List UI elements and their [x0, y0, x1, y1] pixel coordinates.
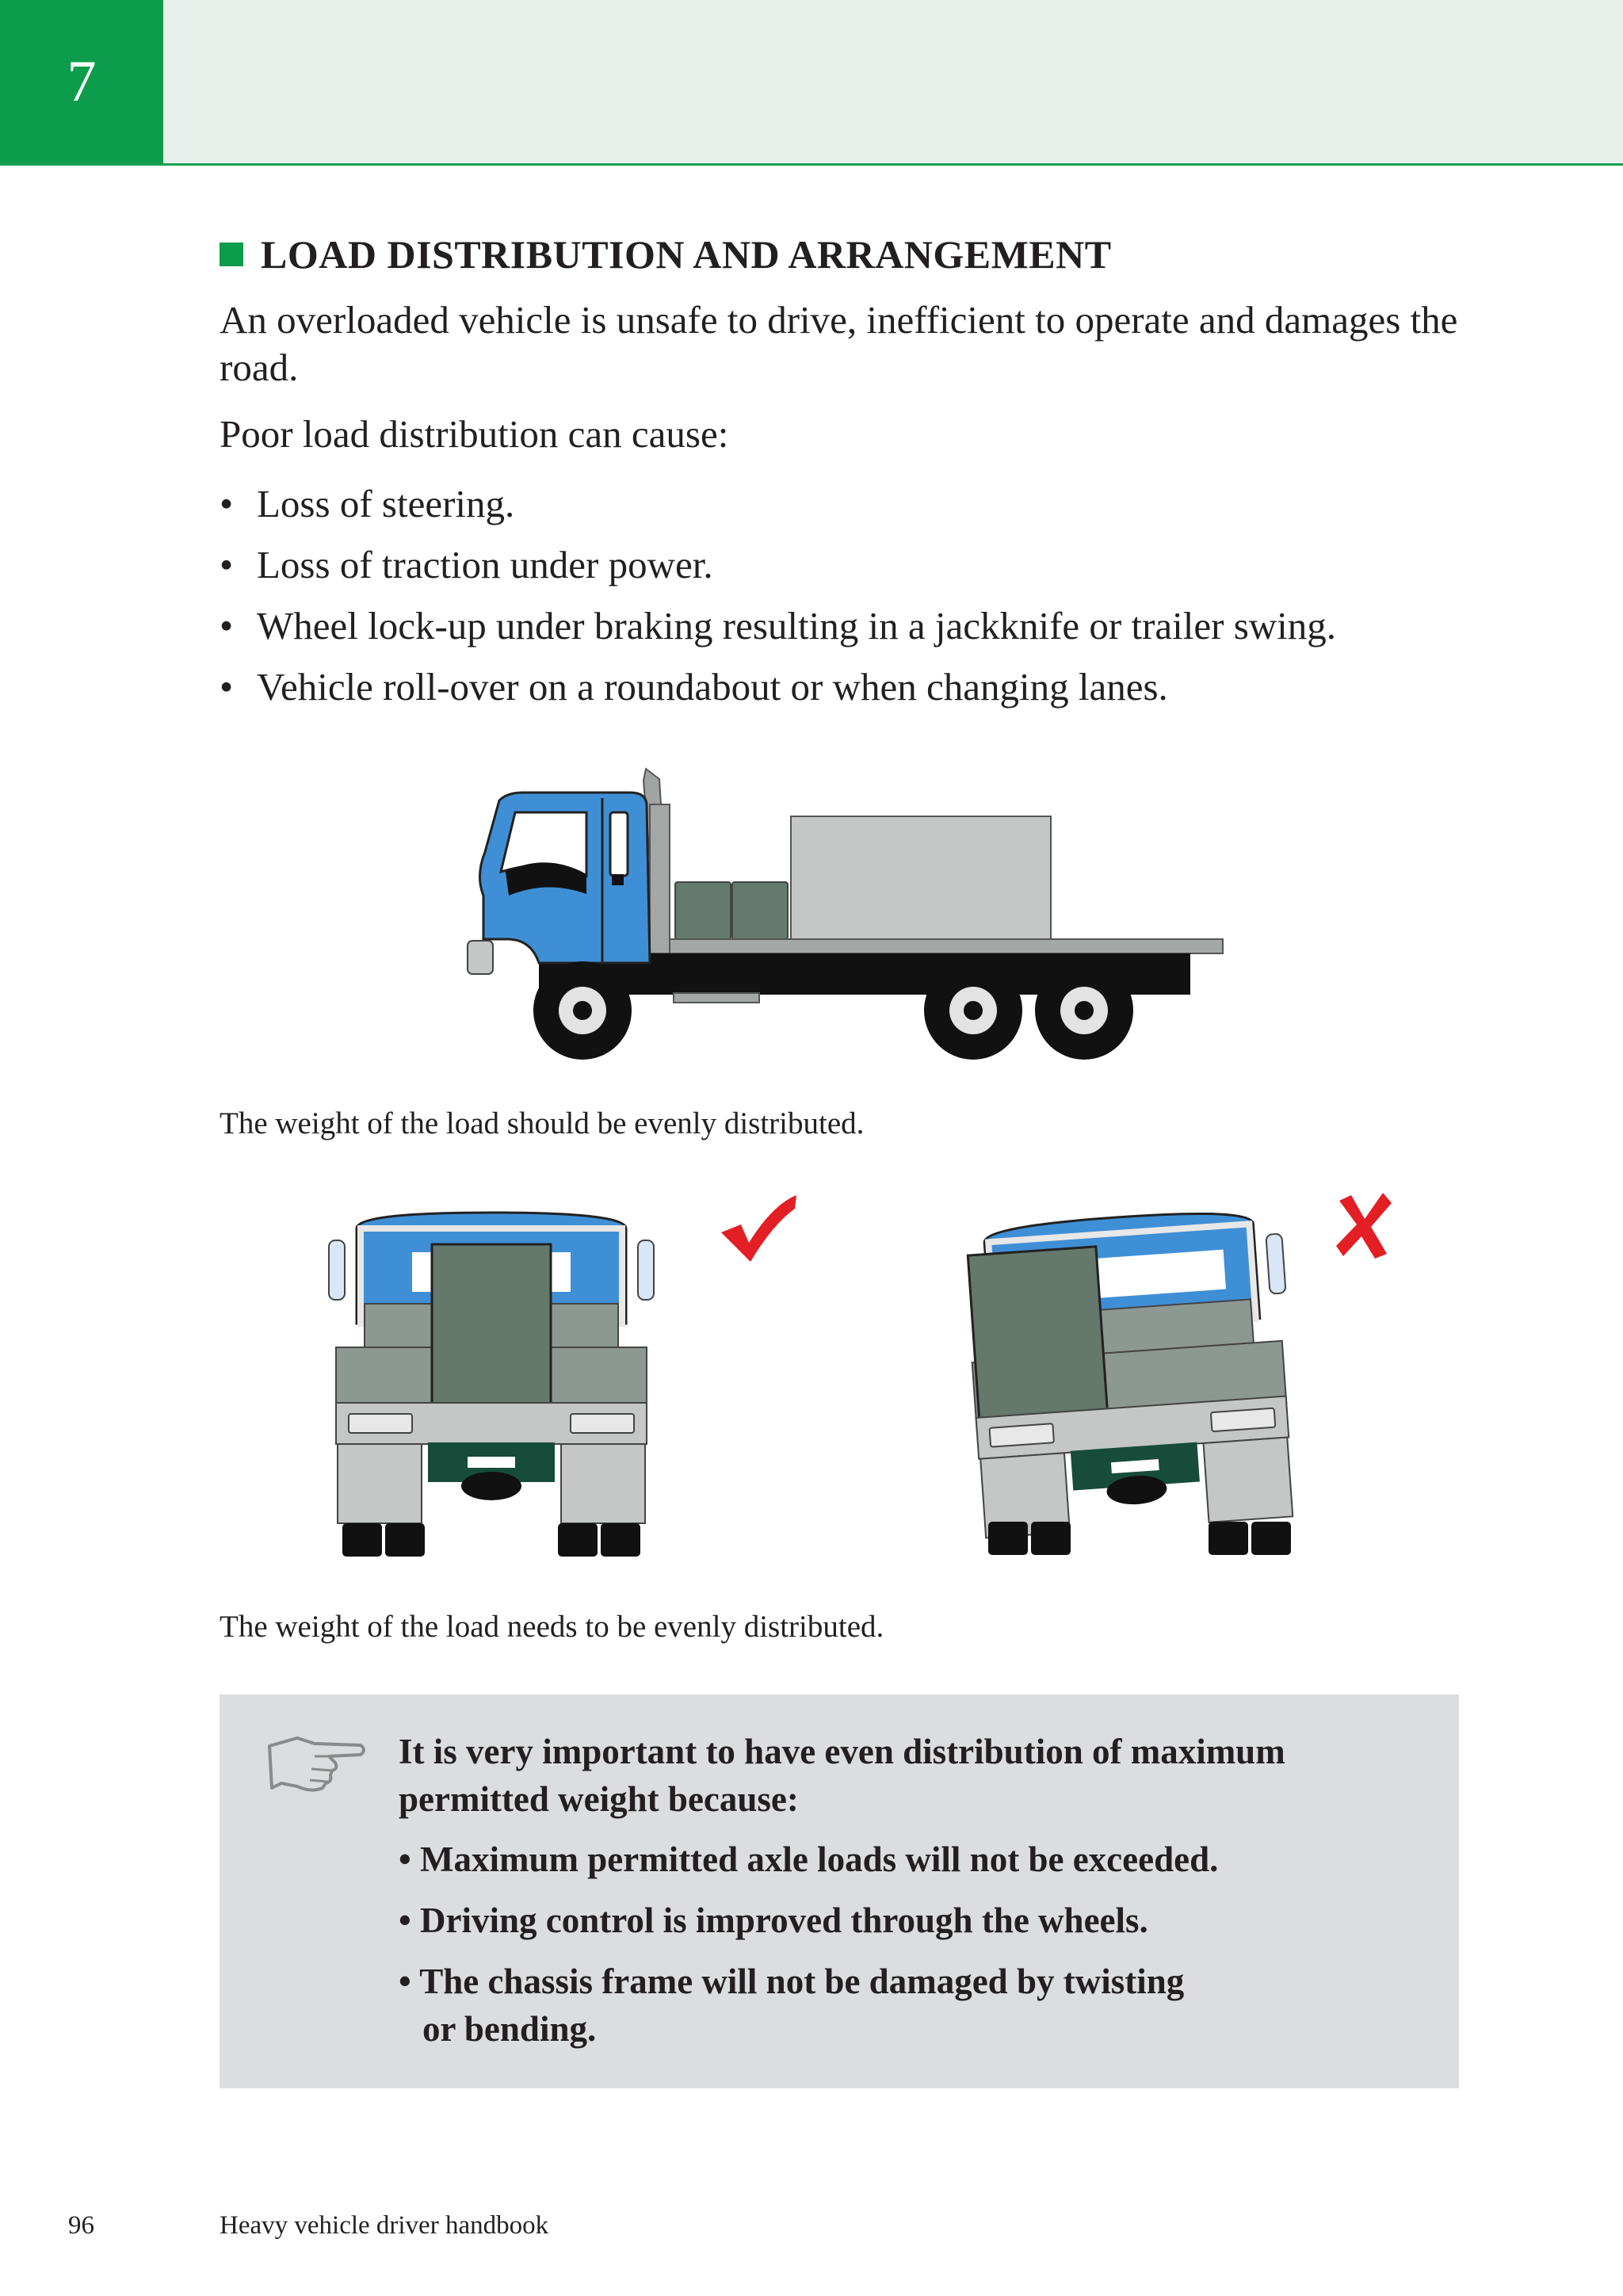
page-number: 96	[68, 2211, 94, 2240]
wheel	[924, 961, 1022, 1060]
cross-icon	[1331, 1189, 1395, 1260]
list-item: • Vehicle roll-over on a roundabout or when changing lanes.	[220, 665, 1168, 709]
rear-view-correct-figure	[325, 1205, 658, 1561]
side-view-caption: The weight of the load should be evenly distributed.	[220, 1106, 865, 1140]
list-item: • Loss of steering.	[220, 482, 515, 525]
callout-point-continued: or bending.	[422, 2009, 597, 2049]
callout-lead-line1: It is very important to have even distribution of maximum	[399, 1732, 1285, 1771]
section-title: LOAD DISTRIBUTION AND ARRANGEMENT	[261, 232, 1112, 277]
callout-point: • The chassis frame will not be damaged by twisting	[399, 1962, 1185, 2001]
wheel	[533, 961, 632, 1060]
green-square-icon	[220, 243, 243, 266]
rear-view-wrong-figure	[963, 1201, 1304, 1565]
important-callout	[220, 1694, 1459, 2088]
wheel	[1035, 961, 1133, 1060]
check-icon	[717, 1189, 800, 1264]
pointing-hand-icon	[265, 1734, 369, 1794]
list-item: • Wheel lock-up under braking resulting in a jackknife or trailer swing.	[220, 604, 1337, 648]
side-view-truck-figure	[460, 757, 1228, 1074]
intro-paragraph: An overloaded vehicle is unsafe to drive, inefficient to operate and damages the road.	[220, 298, 1458, 389]
callout-lead-line2: permitted weight because:	[399, 1779, 799, 1819]
cause-lead: Poor load distribution can cause:	[220, 412, 729, 456]
chapter-number: 7	[0, 0, 163, 163]
rear-view-caption: The weight of the load needs to be evenly distributed.	[220, 1610, 884, 1644]
list-item: • Loss of traction under power.	[220, 543, 713, 586]
book-title: Heavy vehicle driver handbook	[220, 2211, 549, 2240]
callout-point: • Driving control is improved through the wheels.	[399, 1901, 1148, 1940]
callout-point: • Maximum permitted axle loads will not be exceeded.	[399, 1839, 1219, 1879]
section-heading	[220, 231, 1460, 277]
cause-list	[220, 480, 1460, 711]
callout-text	[399, 1728, 1429, 2053]
header-band	[0, 0, 1623, 166]
main-content	[220, 222, 1460, 724]
